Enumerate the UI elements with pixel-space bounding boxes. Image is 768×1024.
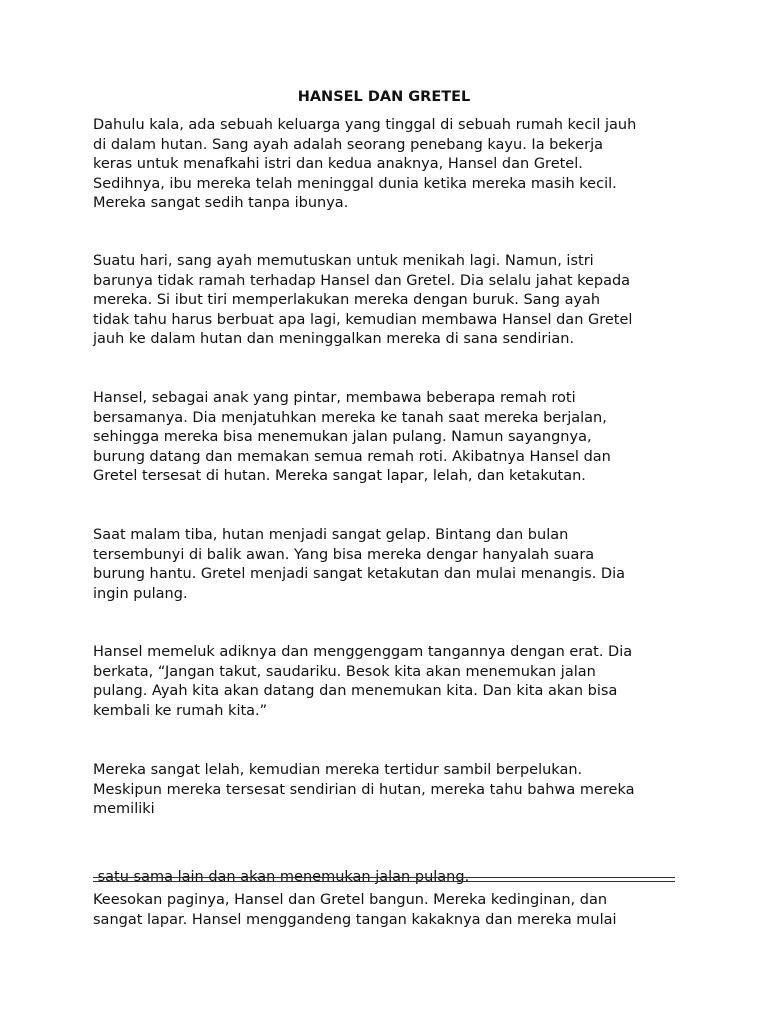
text-line: burung datang dan memakan semua remah roti. Akibatnya Hansel dan bbox=[93, 448, 611, 465]
text-line: Keesokan paginya, Hansel dan Gretel bangun. Mereka kedinginan, dan bbox=[93, 892, 608, 908]
text-line: Mereka sangat lelah, kemudian mereka tertidur sambil berpelukan. bbox=[93, 762, 583, 778]
text-line: jauh ke dalam hutan dan meninggalkan mereka di sana sendirian. bbox=[93, 331, 575, 348]
text-line: bersamanya. Dia menjatuhkan mereka ke tanah saat mereka berjalan, bbox=[93, 409, 607, 426]
text-line: Sedihnya, ibu mereka telah meninggal dunia ketika mereka masih kecil. bbox=[93, 175, 617, 192]
text-line: tersembunyi di balik awan. Yang bisa mereka dengar hanyalah suara bbox=[93, 546, 595, 563]
text-line: kembali ke rumah kita.” bbox=[93, 702, 268, 719]
text-line: Hansel, sebagai anak yang pintar, membawa beberapa remah roti bbox=[93, 390, 576, 406]
text-line: Meskipun mereka tersesat sendirian di hutan, mereka tahu bahwa mereka bbox=[93, 781, 635, 798]
text-line: keras untuk menafkahi istri dan kedua anaknya, Hansel dan Gretel. bbox=[93, 156, 583, 173]
text-line: satu sama lain dan akan menemukan jalan pulang. bbox=[93, 869, 470, 886]
text-line: Suatu hari, sang ayah memutuskan untuk menikah lagi. Namun, istri bbox=[93, 253, 594, 269]
text-line: Hansel memeluk adiknya dan menggenggam tangannya dengan erat. Dia bbox=[93, 644, 633, 660]
text-line: burung hantu. Gretel menjadi sangat ketakutan dan mulai menangis. Dia bbox=[93, 566, 625, 583]
text-line: Saat malam tiba, hutan menjadi sangat gelap. Bintang dan bulan bbox=[93, 527, 569, 543]
text-line: sangat lapar. Hansel menggandeng tangan kakaknya dan mereka mulai bbox=[93, 911, 617, 928]
paragraph-8 bbox=[93, 891, 683, 930]
paragraph-3 bbox=[93, 389, 683, 487]
text-line: pulang. Ayah kita akan datang dan menemukan kita. Dan kita akan bisa bbox=[93, 683, 618, 700]
text-line: Gretel tersesat di hutan. Mereka sangat lapar, lelah, dan ketakutan. bbox=[93, 468, 586, 485]
text-line: ingin pulang. bbox=[93, 585, 188, 602]
paragraph-6 bbox=[93, 761, 683, 820]
paragraph-1 bbox=[93, 116, 683, 214]
text-line: Mereka sangat sedih tanpa ibunya. bbox=[93, 195, 349, 212]
paragraph-5 bbox=[93, 643, 683, 721]
paragraph-4 bbox=[93, 526, 683, 604]
text-line: mereka. Si ibut tiri memperlakukan mereka dengan buruk. Sang ayah bbox=[93, 292, 601, 309]
paragraph-2 bbox=[93, 252, 683, 350]
text-line: berkata, “Jangan takut, saudariku. Besok kita akan menemukan jalan bbox=[93, 663, 596, 680]
text-line: tidak tahu harus berbuat apa lagi, kemudian membawa Hansel dan Gretel bbox=[93, 311, 633, 328]
text-line: memiliki bbox=[93, 801, 155, 818]
text-line: barunya tidak ramah terhadap Hansel dan Gretel. Dia selalu jahat kepada bbox=[93, 272, 631, 289]
text-line: sehingga mereka bisa menemukan jalan pulang. Namun sayangnya, bbox=[93, 429, 592, 446]
section-divider bbox=[93, 877, 675, 882]
document-title: HANSEL DAN GRETEL bbox=[297, 89, 471, 105]
text-line: di dalam hutan. Sang ayah adalah seorang penebang kayu. Ia bekerja bbox=[93, 136, 603, 153]
text-line: Dahulu kala, ada sebuah keluarga yang tinggal di sebuah rumah kecil jauh bbox=[93, 117, 637, 133]
